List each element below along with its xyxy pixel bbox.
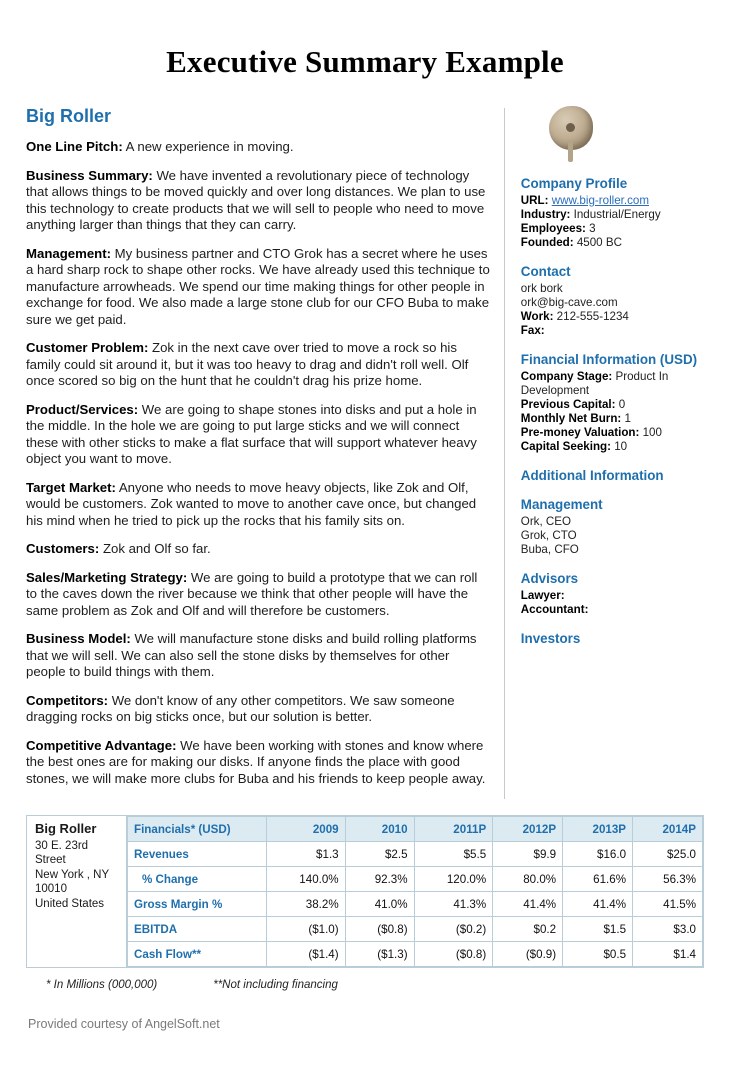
footnote-left: * In Millions (000,000) bbox=[46, 979, 158, 991]
cell: 56.3% bbox=[633, 867, 703, 892]
footnote-right: **Not including financing bbox=[213, 979, 338, 991]
profile-founded-value: 4500 BC bbox=[576, 236, 622, 249]
column-header-2013p: 2013P bbox=[563, 817, 633, 842]
address-line-4: United States bbox=[35, 897, 105, 910]
financial-premoney-value: 100 bbox=[642, 426, 662, 439]
credit-line: Provided courtesy of AngelSoft.net bbox=[28, 1017, 220, 1031]
cell: 41.4% bbox=[493, 892, 563, 917]
financial-capital-seeking bbox=[521, 440, 704, 454]
financials-table bbox=[127, 816, 703, 967]
cell: 140.0% bbox=[267, 867, 346, 892]
profile-industry-value: Industrial/Energy bbox=[573, 208, 661, 221]
contact-name: ork bork bbox=[520, 282, 563, 295]
financials-table-wrapper bbox=[26, 815, 704, 968]
section-label: Customers: bbox=[26, 541, 100, 556]
contact-heading: Contact bbox=[520, 264, 571, 279]
cell: ($0.9) bbox=[493, 942, 563, 967]
profile-founded-label: Founded: bbox=[520, 236, 574, 249]
cell: $2.5 bbox=[345, 842, 414, 867]
section-text: We have been working with stones and know where the best ones are for making our disks. If anyone finds the place with good stones, we will make more clubs for Buba and his friends to keep people away. bbox=[26, 737, 486, 786]
section-text: A new experience in moving. bbox=[122, 139, 294, 154]
management-person: Grok, CTO bbox=[520, 529, 577, 542]
contact-fax bbox=[521, 324, 704, 338]
financial-monthly-burn-label: Monthly Net Burn: bbox=[520, 412, 622, 425]
row-label-gross-margin: Gross Margin % bbox=[128, 892, 267, 917]
contact-work bbox=[521, 310, 704, 324]
cell: 120.0% bbox=[414, 867, 493, 892]
cell: 61.6% bbox=[563, 867, 633, 892]
column-header-2012p: 2012P bbox=[493, 817, 563, 842]
financial-stage-value: Product In Development bbox=[520, 370, 669, 397]
cell: $9.9 bbox=[493, 842, 563, 867]
contact-work-label: Work: bbox=[520, 310, 554, 323]
company-url-link[interactable]: www.big-roller.com bbox=[551, 194, 650, 207]
wheel-stick-icon bbox=[568, 140, 573, 162]
financial-stage-label: Company Stage: bbox=[520, 370, 613, 383]
cell: $5.5 bbox=[414, 842, 493, 867]
table-row bbox=[128, 892, 703, 917]
contact-fax-label: Fax: bbox=[520, 324, 545, 337]
section-product-services bbox=[26, 402, 490, 468]
financial-previous-capital-label: Previous Capital: bbox=[520, 398, 616, 411]
section-text: Zok and Olf so far. bbox=[99, 541, 211, 556]
section-label: Business Model: bbox=[26, 631, 131, 646]
cell: ($1.0) bbox=[267, 917, 346, 942]
cell: 41.0% bbox=[345, 892, 414, 917]
address-line-1: 30 E. 23rd Street bbox=[35, 839, 89, 866]
section-business-summary bbox=[26, 168, 490, 234]
section-label: Sales/Marketing Strategy: bbox=[26, 569, 188, 585]
advisor-lawyer-label: Lawyer: bbox=[520, 589, 565, 602]
company-heading: Big Roller bbox=[26, 106, 112, 126]
cell: $1.3 bbox=[267, 842, 346, 867]
main-column bbox=[26, 106, 504, 799]
column-header-2014p: 2014P bbox=[633, 817, 703, 842]
section-sales-marketing-strategy bbox=[26, 570, 490, 620]
column-header-2011p: 2011P bbox=[414, 817, 493, 842]
cell: 41.4% bbox=[563, 892, 633, 917]
profile-url bbox=[521, 194, 704, 208]
company-logo bbox=[521, 106, 704, 168]
profile-employees-value: 3 bbox=[589, 222, 596, 235]
section-text: We have invented a revolutionary piece of technology that allows things to be moved quickly and over long distances. We plan to use this technology to create products that we will sell to people who need to move anything larger than things that they can carry. bbox=[26, 167, 486, 232]
section-management bbox=[26, 246, 490, 329]
address-line-3: 10010 bbox=[35, 883, 67, 895]
financial-monthly-burn-value: 1 bbox=[624, 412, 631, 425]
contact-email: ork@big-cave.com bbox=[520, 296, 618, 309]
stone-wheel-icon bbox=[549, 106, 593, 150]
cell: ($0.8) bbox=[414, 942, 493, 967]
table-row bbox=[128, 867, 703, 892]
profile-url-label: URL: bbox=[520, 194, 549, 207]
content-columns bbox=[26, 106, 704, 799]
management-person: Ork, CEO bbox=[520, 515, 572, 528]
section-competitors bbox=[26, 693, 490, 726]
advisor-lawyer bbox=[521, 589, 704, 603]
section-label: Product/Services: bbox=[26, 401, 139, 417]
section-text: My business partner and CTO Grok has a secret where he uses a hard sharp rock to shape other rocks. We have already used this technique to manufacture arrowheads. We spend our time making things for other people in exchange for food. We also made a large stone club for our CFO Buba to make sure we get paid. bbox=[26, 245, 490, 327]
section-label: Customer Problem: bbox=[26, 340, 149, 355]
advisor-accountant bbox=[521, 603, 704, 617]
financial-capital-seeking-value: 10 bbox=[614, 440, 628, 453]
company-profile-heading: Company Profile bbox=[520, 176, 628, 191]
row-label-percent-change: % Change bbox=[128, 867, 267, 892]
financial-premoney-label: Pre-money Valuation: bbox=[520, 426, 640, 439]
section-text: Zok in the next cave over tried to move a rock so his family could sit around it, but it was too heavy to drag and didn't roll well. Olf once scored so big on the hunt that he couldn't drag his prize home. bbox=[26, 340, 469, 388]
page-title: Executive Summary Example bbox=[166, 44, 564, 79]
additional-information-heading: Additional Information bbox=[520, 468, 664, 483]
column-header-2009: 2009 bbox=[267, 817, 346, 842]
cell: ($1.4) bbox=[267, 942, 346, 967]
financials-title: Financials* (USD) bbox=[128, 817, 267, 842]
cell: $1.4 bbox=[633, 942, 703, 967]
profile-employees-label: Employees: bbox=[520, 222, 586, 235]
section-business-model bbox=[26, 631, 490, 681]
management-person: Buba, CFO bbox=[520, 543, 579, 556]
cell: $1.5 bbox=[563, 917, 633, 942]
section-label: Competitive Advantage: bbox=[26, 737, 177, 753]
table-row bbox=[128, 842, 703, 867]
section-text: Anyone who needs to move heavy objects, like Zok and Olf, would be customers. Zok wanted to move to another cave once, but changed his mind when he tried to pick up the rocks that his family sits on. bbox=[26, 479, 477, 528]
section-label: Business Summary: bbox=[26, 167, 153, 183]
financial-previous-capital-value: 0 bbox=[618, 398, 626, 411]
section-label: One Line Pitch: bbox=[26, 139, 123, 154]
contact-work-value: 212-555-1234 bbox=[556, 310, 629, 323]
section-customer-problem bbox=[26, 340, 490, 390]
section-text: We are going to shape stones into disks and put a hole in the middle. In the hole we are going to put large sticks and we will connect these with other sticks to make a flat surface that will support whatever heavy object you want to move. bbox=[26, 401, 477, 466]
cell: 92.3% bbox=[345, 867, 414, 892]
section-label: Management: bbox=[26, 245, 111, 261]
section-label: Target Market: bbox=[26, 479, 116, 495]
table-header-row bbox=[128, 817, 703, 842]
financial-heading: Financial Information (USD) bbox=[520, 352, 698, 367]
profile-industry bbox=[521, 208, 704, 222]
column-header-2010: 2010 bbox=[345, 817, 414, 842]
table-row bbox=[128, 942, 703, 967]
financial-previous-capital bbox=[521, 398, 704, 412]
section-text: We will manufacture stone disks and build rolling platforms that we will sell. We can also sell the stone disks by themselves for other people to build things with them. bbox=[26, 631, 477, 679]
row-label-revenues: Revenues bbox=[128, 842, 267, 867]
sidebar bbox=[505, 106, 704, 649]
cell: $0.5 bbox=[563, 942, 633, 967]
cell: $0.2 bbox=[493, 917, 563, 942]
section-customers bbox=[26, 541, 490, 558]
cell: ($1.3) bbox=[345, 942, 414, 967]
row-label-ebitda: EBITDA bbox=[128, 917, 267, 942]
address-line-2: New York , NY bbox=[35, 868, 110, 881]
section-label: Competitors: bbox=[26, 692, 109, 708]
financial-capital-seeking-label: Capital Seeking: bbox=[520, 440, 611, 453]
financial-monthly-burn bbox=[521, 412, 704, 426]
section-target-market bbox=[26, 480, 490, 530]
section-competitive-advantage bbox=[26, 738, 490, 788]
advisors-heading: Advisors bbox=[520, 571, 579, 586]
cell: ($0.2) bbox=[414, 917, 493, 942]
cell: $3.0 bbox=[633, 917, 703, 942]
section-one-line-pitch bbox=[26, 139, 490, 156]
cell: ($0.8) bbox=[345, 917, 414, 942]
cell: $25.0 bbox=[633, 842, 703, 867]
financial-stage bbox=[521, 370, 704, 398]
footnotes bbox=[26, 979, 704, 991]
profile-industry-label: Industry: bbox=[520, 208, 571, 221]
cell: 41.3% bbox=[414, 892, 493, 917]
section-text: We are going to build a prototype that we can roll to the caves down the river because we think that other people will have the same problem as Zok and Olf and will therefore be customers. bbox=[26, 569, 478, 618]
profile-founded bbox=[521, 236, 704, 250]
address-block bbox=[27, 816, 127, 967]
cell: $16.0 bbox=[563, 842, 633, 867]
advisor-accountant-label: Accountant: bbox=[520, 603, 589, 616]
section-text: We don't know of any other competitors. We saw someone dragging rocks on big sticks once, but our solution is better. bbox=[26, 692, 455, 724]
cell: 41.5% bbox=[633, 892, 703, 917]
profile-employees bbox=[521, 222, 704, 236]
cell: 38.2% bbox=[267, 892, 346, 917]
cell: 80.0% bbox=[493, 867, 563, 892]
row-label-cash-flow: Cash Flow** bbox=[128, 942, 267, 967]
management-heading: Management bbox=[520, 497, 603, 512]
table-row bbox=[128, 917, 703, 942]
financial-premoney bbox=[521, 426, 704, 440]
address-company-name: Big Roller bbox=[35, 821, 97, 836]
investors-heading: Investors bbox=[520, 631, 581, 646]
